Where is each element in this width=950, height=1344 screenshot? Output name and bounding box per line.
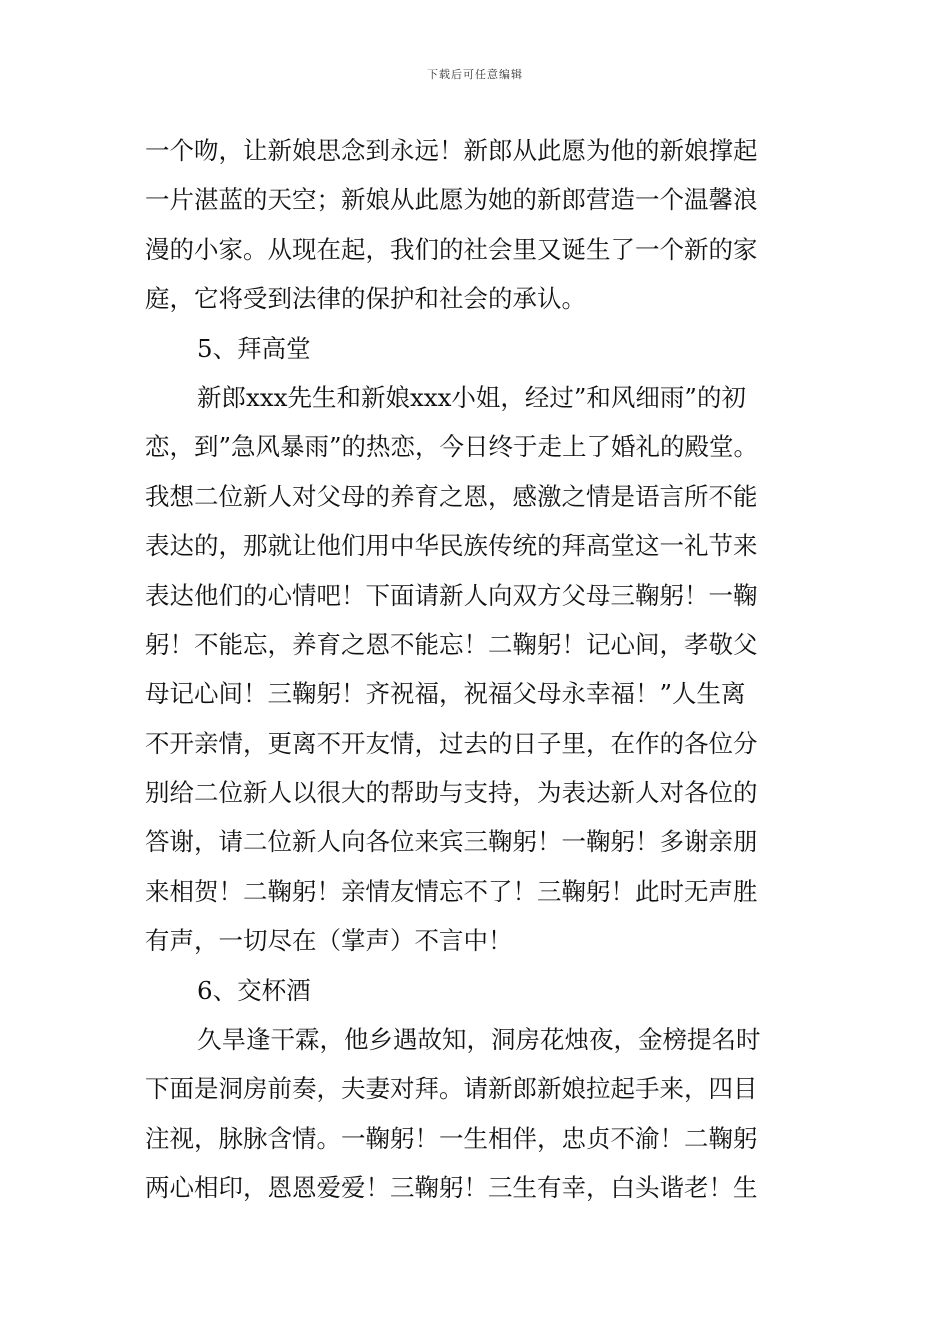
body-line: 漫的小家。从现在起，我们的社会里又诞生了一个新的家 [145,234,758,264]
paragraph-first-line: 新郎xxx先生和新娘xxx小姐，经过”和风细雨”的初 [197,382,746,412]
body-line: 一个吻，让新娘思念到永远！新郎从此愿为他的新娘撑起 [145,136,758,165]
section-heading: 6、交杯酒 [197,975,311,1005]
body-line: 表达的，那就让他们用中华民族传统的拜高堂这一礼节来 [145,531,758,561]
body-line: 下面是洞房前奏，夫妻对拜。请新郎新娘拉起手来，四目 [145,1074,758,1104]
body-line: 来相贺！二鞠躬！亲情友情忘不了！三鞠躬！此时无声胜 [145,876,758,906]
body-line: 我想二位新人对父母的养育之恩，感激之情是语言所不能 [145,481,758,511]
body-line: 不开亲情，更离不开友情，过去的日子里，在作的各位分 [145,728,758,758]
body-line: 答谢，请二位新人向各位来宾三鞠躬！一鞠躬！多谢亲朋 [145,827,758,857]
body-line: 有声，一切尽在（掌声）不言中！ [145,926,513,956]
body-line: 两心相印，恩恩爱爱！三鞠躬！三生有幸，白头谐老！生 [145,1173,758,1203]
paragraph-first-line: 久旱逢干霖，他乡遇故知，洞房花烛夜，金榜提名时 [197,1025,761,1055]
body-line: 恋，到”急风暴雨”的热恋，今日终于走上了婚礼的殿堂。 [145,432,759,462]
body-line: 一片湛蓝的天空；新娘从此愿为她的新郎营造一个温馨浪 [145,185,758,215]
body-line: 母记心间！三鞠躬！齐祝福，祝福父母永幸福！”人生离 [145,679,746,709]
body-line: 别给二位新人以很大的帮助与支持，为表达新人对各位的 [145,778,758,808]
page-header-note: 下载后可任意编辑 [427,68,523,81]
document-body [145,126,820,1213]
section-heading: 5、拜高堂 [197,333,311,363]
body-line: 注视，脉脉含情。一鞠躬！一生相伴，忠贞不渝！二鞠躬 [145,1123,758,1153]
body-line: 庭，它将受到法律的保护和社会的承认。 [145,284,586,314]
body-line: 表达他们的心情吧！下面请新人向双方父母三鞠躬！一鞠 [145,580,758,610]
body-line: 躬！不能忘，养育之恩不能忘！二鞠躬！记心间，孝敬父 [145,629,758,659]
